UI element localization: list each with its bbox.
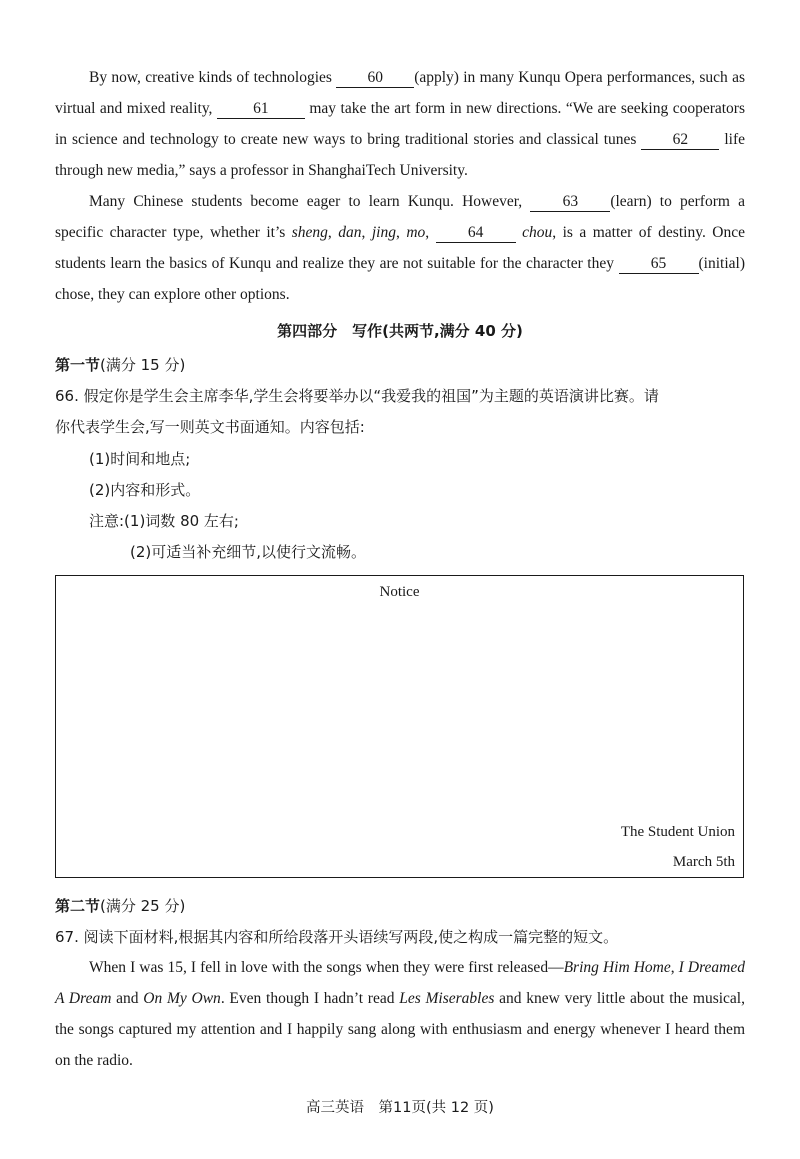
sep: , xyxy=(395,224,407,241)
part4-heading: 第四部分 写作(共两节,满分 40 分) xyxy=(277,322,523,340)
grammar-paragraph-1 xyxy=(55,62,745,186)
text: (apply) in many Kunqu Opera performances, such as virtual and mixed reality, xyxy=(55,69,745,117)
text: Many Chinese students become eager to learn Kunqu. However, xyxy=(89,193,531,210)
text: life through new media,” says a professor in ShanghaiTech University. xyxy=(55,131,745,179)
role-jing: jing xyxy=(371,224,396,241)
role-dan: dan xyxy=(338,224,362,241)
role-mo: mo xyxy=(406,224,426,241)
story-paragraph xyxy=(55,952,745,1076)
page-footer: 高三英语 第11页(共 12 页) xyxy=(306,1100,494,1116)
text: (learn) to perform a specific character type, whether it’s xyxy=(55,193,745,241)
q66-note1: 注意:(1)词数 80 左右; xyxy=(89,512,239,530)
text: may take the art form in new directions. “We are seeking cooperators in science and technology to create new ways to bring traditional stories and classical tunes xyxy=(55,100,745,148)
blank-60: 60 xyxy=(336,69,414,88)
q66-note2: (2)可适当补充细节,以使行文流畅。 xyxy=(130,543,367,561)
section1-title: 第一节 xyxy=(55,356,101,374)
song-title: I Dreamed A Dream xyxy=(55,959,745,1007)
blank-65: 65 xyxy=(619,255,699,274)
blank-63: 63 xyxy=(530,193,610,212)
section1-score: (满分 15 分) xyxy=(100,356,186,374)
notice-date: March 5th xyxy=(672,854,735,870)
blank-62: 62 xyxy=(641,131,719,150)
sep: , xyxy=(425,224,436,241)
notice-signer: The Student Union xyxy=(620,824,735,840)
role-sheng: sheng xyxy=(291,224,328,241)
q66-line1: 66. 假定你是学生会主席李华,学生会将要举办以“我爱我的祖国”为主题的英语演讲比赛。请 xyxy=(55,387,659,405)
sep: , xyxy=(361,224,372,241)
q66-item1: (1)时间和地点; xyxy=(89,450,191,468)
grammar-paragraph-2 xyxy=(55,186,745,310)
text: and knew very little about the musical, the songs captured my attention and I happily sang along with enthusiasm and energy whenever I heard them on the radio. xyxy=(55,990,745,1069)
section2-score: (满分 25 分) xyxy=(100,897,186,915)
section2-title: 第二节 xyxy=(55,897,101,915)
text: . Even though I hadn’t read xyxy=(220,990,400,1007)
q66-item2: (2)内容和形式。 xyxy=(89,481,201,499)
sep: , xyxy=(327,224,339,241)
song-title: On My Own xyxy=(143,990,221,1007)
role-chou: chou xyxy=(522,224,553,241)
text: By now, creative kinds of technologies xyxy=(89,69,337,86)
book-title: Les Miserables xyxy=(399,990,495,1007)
song-title: Bring Him Home xyxy=(563,959,671,976)
blank-64: 64 xyxy=(436,224,516,243)
blank-61: 61 xyxy=(217,100,305,119)
text: (initial) chose, they can explore other options. xyxy=(55,255,745,303)
text: When I was 15, I fell in love with the songs when they were first released— xyxy=(89,959,564,976)
q66-line2: 你代表学生会,写一则英文书面通知。内容包括: xyxy=(55,418,365,436)
section2-header xyxy=(55,895,185,917)
sep: and xyxy=(111,990,144,1007)
section1-header xyxy=(55,354,185,376)
notice-title: Notice xyxy=(379,584,420,600)
q67-instruction: 67. 阅读下面材料,根据其内容和所给段落开头语续写两段,使之构成一篇完整的短文。 xyxy=(55,928,619,946)
notice-answer-box[interactable] xyxy=(55,575,744,878)
sep: , xyxy=(670,959,679,976)
text: , is a matter of destiny. Once students learn the basics of Kunqu and realize they are not suitable for the character they xyxy=(55,224,745,272)
